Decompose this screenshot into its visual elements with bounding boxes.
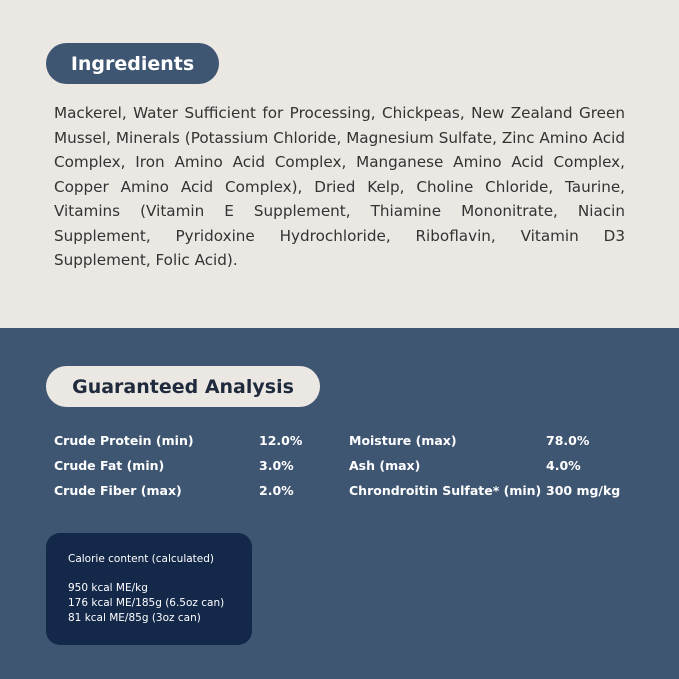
calorie-title: Calorie content (calculated)	[68, 553, 215, 565]
analysis-value: 12.0%	[259, 433, 303, 448]
analysis-row	[0, 483, 679, 503]
analysis-label: Ash (max)	[349, 458, 421, 473]
analysis-value: 4.0%	[546, 458, 581, 473]
analysis-value: 78.0%	[546, 433, 590, 448]
ingredients-heading: Ingredients	[46, 43, 219, 84]
analysis-label: Crude Fat (min)	[54, 458, 165, 473]
calorie-line: 950 kcal ME/kg	[68, 582, 148, 594]
calorie-content-box	[46, 533, 252, 645]
analysis-row	[0, 433, 679, 453]
analysis-label: Crude Protein (min)	[54, 433, 194, 448]
analysis-value: 300 mg/kg	[546, 483, 621, 498]
calorie-line: 176 kcal ME/185g (6.5oz can)	[68, 597, 225, 609]
analysis-value: 2.0%	[259, 483, 294, 498]
ingredients-section	[0, 0, 679, 328]
analysis-value: 3.0%	[259, 458, 294, 473]
guaranteed-analysis-heading: Guaranteed Analysis	[46, 366, 320, 407]
analysis-label: Crude Fiber (max)	[54, 483, 182, 498]
analysis-label: Chrondroitin Sulfate* (min)	[349, 483, 542, 498]
ingredients-list: Mackerel, Water Sufficient for Processing, Chickpeas, New Zealand Green Mussel, Minerals (Potassium Chloride, Magnesium Sulfate, Zinc Amino Acid Complex, Iron Amino Acid Complex, Manganese Amino Acid Complex, Copper Amino Acid Complex), Dried Kelp, Choline Chloride, Taurine, Vitamins (Vitamin E Supplement, Thiamine Mononitrate, Niacin Supplement, Pyridoxine Hydrochloride, Riboflavin, Vitamin D3 Supplement, Folic Acid).	[54, 104, 625, 269]
analysis-label: Moisture (max)	[349, 433, 457, 448]
calorie-line: 81 kcal ME/85g (3oz can)	[68, 612, 201, 624]
analysis-row	[0, 458, 679, 478]
